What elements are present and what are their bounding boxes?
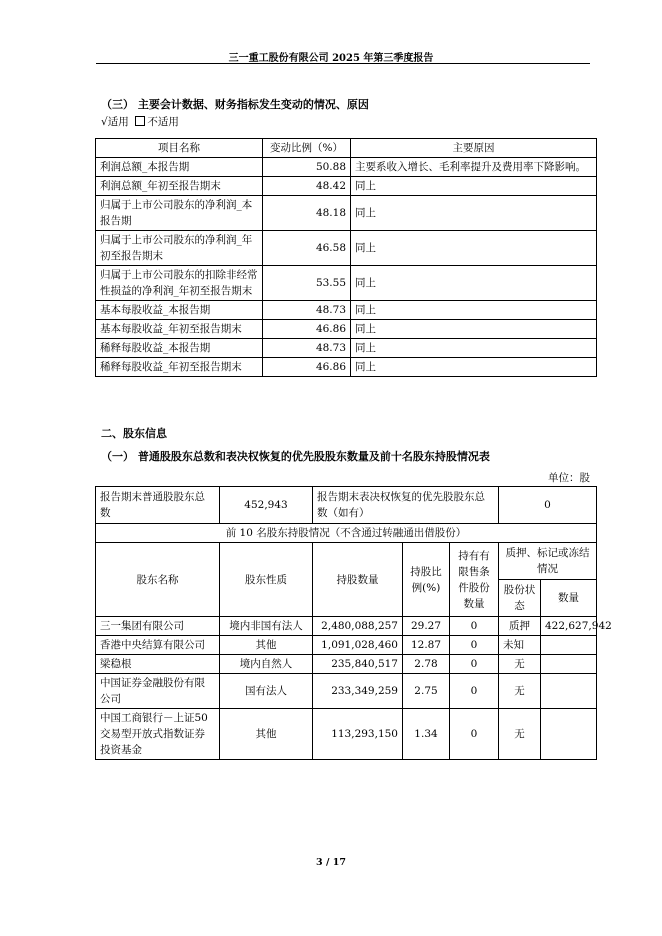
row-reason: 同上 xyxy=(351,196,597,231)
section-heading-shareholders: 二、股东信息 xyxy=(101,427,167,440)
table-row xyxy=(96,301,597,320)
applicable-label: 适用 xyxy=(107,116,129,128)
caption-row xyxy=(96,524,597,543)
holder-ratio: 2.75 xyxy=(403,674,450,709)
unit-label: 单位：股 xyxy=(548,472,590,484)
top10-caption: 前 10 名股东持股情况（不含通过转融通出借股份） xyxy=(96,524,597,543)
holder-nature: 境内非国有法人 xyxy=(220,617,313,636)
row-item-name: 归属于上市公司股东的净利润_本报告期 xyxy=(96,196,263,231)
empty-checkbox-icon xyxy=(135,116,145,126)
col-header-restricted: 持有有限售条件股份数量 xyxy=(450,543,499,617)
row-reason: 同上 xyxy=(351,339,597,358)
holder-shares: 233,349,259 xyxy=(313,674,403,709)
holder-pledge-amount: 422,627,942 xyxy=(541,617,597,636)
shareholders-table xyxy=(95,486,612,760)
row-reason: 同上 xyxy=(351,301,597,320)
col-header-holder-nature: 股东性质 xyxy=(220,543,313,617)
row-reason: 同上 xyxy=(351,266,597,301)
row-item-name: 稀释每股收益_本报告期 xyxy=(96,339,263,358)
table-row xyxy=(96,617,597,636)
header-row-1 xyxy=(96,543,597,580)
row-reason: 同上 xyxy=(351,177,597,196)
holder-nature: 国有法人 xyxy=(220,674,313,709)
table-row xyxy=(96,177,597,196)
row-reason: 同上 xyxy=(351,231,597,266)
row-change-ratio: 48.73 xyxy=(263,301,351,320)
holder-nature: 其他 xyxy=(220,636,313,655)
subsection-heading-top10: （一） 普通股股东总数和表决权恢复的优先股股东数量及前十名股东持股情况表 xyxy=(101,450,490,463)
row-item-name: 利润总额_本报告期 xyxy=(96,158,263,177)
row-change-ratio: 46.58 xyxy=(263,231,351,266)
preferred-holders-value: 0 xyxy=(499,487,597,524)
change-reasons-table xyxy=(95,138,597,377)
table-row xyxy=(96,358,597,377)
report-header-title: 三一重工股份有限公司 2025 年第三季度报告 xyxy=(228,53,434,64)
col-header-item: 项目名称 xyxy=(96,139,263,158)
col-header-pledge-group: 质押、标记或冻结情况 xyxy=(499,543,597,580)
row-item-name: 基本每股收益_年初至报告期末 xyxy=(96,320,263,339)
holder-name: 三一集团有限公司 xyxy=(96,617,220,636)
holder-nature: 其他 xyxy=(220,709,313,760)
row-item-name: 基本每股收益_本报告期 xyxy=(96,301,263,320)
col-header-reason: 主要原因 xyxy=(351,139,597,158)
holder-share-status: 无 xyxy=(499,674,541,709)
row-change-ratio: 48.42 xyxy=(263,177,351,196)
holder-ratio: 29.27 xyxy=(403,617,450,636)
holder-shares: 1,091,028,460 xyxy=(313,636,403,655)
row-change-ratio: 46.86 xyxy=(263,358,351,377)
page-number: 3 / 17 xyxy=(316,857,346,868)
holder-pledge-amount xyxy=(541,674,597,709)
holder-ratio: 1.34 xyxy=(403,709,450,760)
holder-pledge-amount xyxy=(541,709,597,760)
table-row xyxy=(96,655,597,674)
row-reason: 同上 xyxy=(351,320,597,339)
row-item-name: 利润总额_年初至报告期末 xyxy=(96,177,263,196)
check-mark-icon: √ xyxy=(101,116,108,128)
holder-share-status: 未知 xyxy=(499,636,541,655)
row-item-name: 稀释每股收益_年初至报告期末 xyxy=(96,358,263,377)
table-row xyxy=(96,636,597,655)
not-applicable-label: 不适用 xyxy=(147,116,179,128)
holder-pledge-amount xyxy=(541,636,597,655)
holder-ratio: 12.87 xyxy=(403,636,450,655)
table-row xyxy=(96,339,597,358)
col-header-holder-name: 股东名称 xyxy=(96,543,220,617)
holder-shares: 113,293,150 xyxy=(313,709,403,760)
holder-restricted: 0 xyxy=(450,709,499,760)
holder-share-status: 无 xyxy=(499,655,541,674)
row-change-ratio: 48.73 xyxy=(263,339,351,358)
holder-shares: 235,840,517 xyxy=(313,655,403,674)
total-holders-value: 452,943 xyxy=(220,487,313,524)
row-reason: 主要系收入增长、毛利率提升及费用率下降影响。 xyxy=(351,158,597,177)
col-header-shares: 持股数量 xyxy=(313,543,403,617)
holder-name: 中国证券金融股份有限公司 xyxy=(96,674,220,709)
holder-nature: 境内自然人 xyxy=(220,655,313,674)
row-change-ratio: 46.86 xyxy=(263,320,351,339)
holder-pledge-amount xyxy=(541,655,597,674)
holder-share-status: 质押 xyxy=(499,617,541,636)
header-divider xyxy=(96,63,590,64)
holder-name: 香港中央结算有限公司 xyxy=(96,636,220,655)
table-row xyxy=(96,709,597,760)
row-reason: 同上 xyxy=(351,358,597,377)
table-row xyxy=(96,231,597,266)
col-header-ratio: 变动比例（%） xyxy=(263,139,351,158)
table-row xyxy=(96,196,597,231)
holder-restricted: 0 xyxy=(450,674,499,709)
holder-restricted: 0 xyxy=(450,636,499,655)
holder-name: 中国工商银行－上证50交易型开放式指数证券投资基金 xyxy=(96,709,220,760)
holder-ratio: 2.78 xyxy=(403,655,450,674)
row-change-ratio: 53.55 xyxy=(263,266,351,301)
table-row xyxy=(96,320,597,339)
applicability-line xyxy=(101,114,179,129)
holder-restricted: 0 xyxy=(450,655,499,674)
table-header-row xyxy=(96,139,597,158)
col-header-amount: 数量 xyxy=(541,580,597,617)
row-item-name: 归属于上市公司股东的扣除非经常性损益的净利润_年初至报告期末 xyxy=(96,266,263,301)
preferred-holders-label: 报告期末表决权恢复的优先股股东总数（如有） xyxy=(313,487,499,524)
row-change-ratio: 50.88 xyxy=(263,158,351,177)
totals-row xyxy=(96,487,597,524)
row-change-ratio: 48.18 xyxy=(263,196,351,231)
holder-share-status: 无 xyxy=(499,709,541,760)
section-heading-changes: （三） 主要会计数据、财务指标发生变动的情况、原因 xyxy=(101,98,369,111)
holder-name: 梁稳根 xyxy=(96,655,220,674)
col-header-share-status: 股份状态 xyxy=(499,580,541,617)
table-row xyxy=(96,158,597,177)
total-holders-label: 报告期末普通股股东总数 xyxy=(96,487,220,524)
holder-restricted: 0 xyxy=(450,617,499,636)
row-item-name: 归属于上市公司股东的净利润_年初至报告期末 xyxy=(96,231,263,266)
col-header-ratio: 持股比例(%) xyxy=(403,543,450,617)
table-row xyxy=(96,674,597,709)
holder-shares: 2,480,088,257 xyxy=(313,617,403,636)
table-row xyxy=(96,266,597,301)
